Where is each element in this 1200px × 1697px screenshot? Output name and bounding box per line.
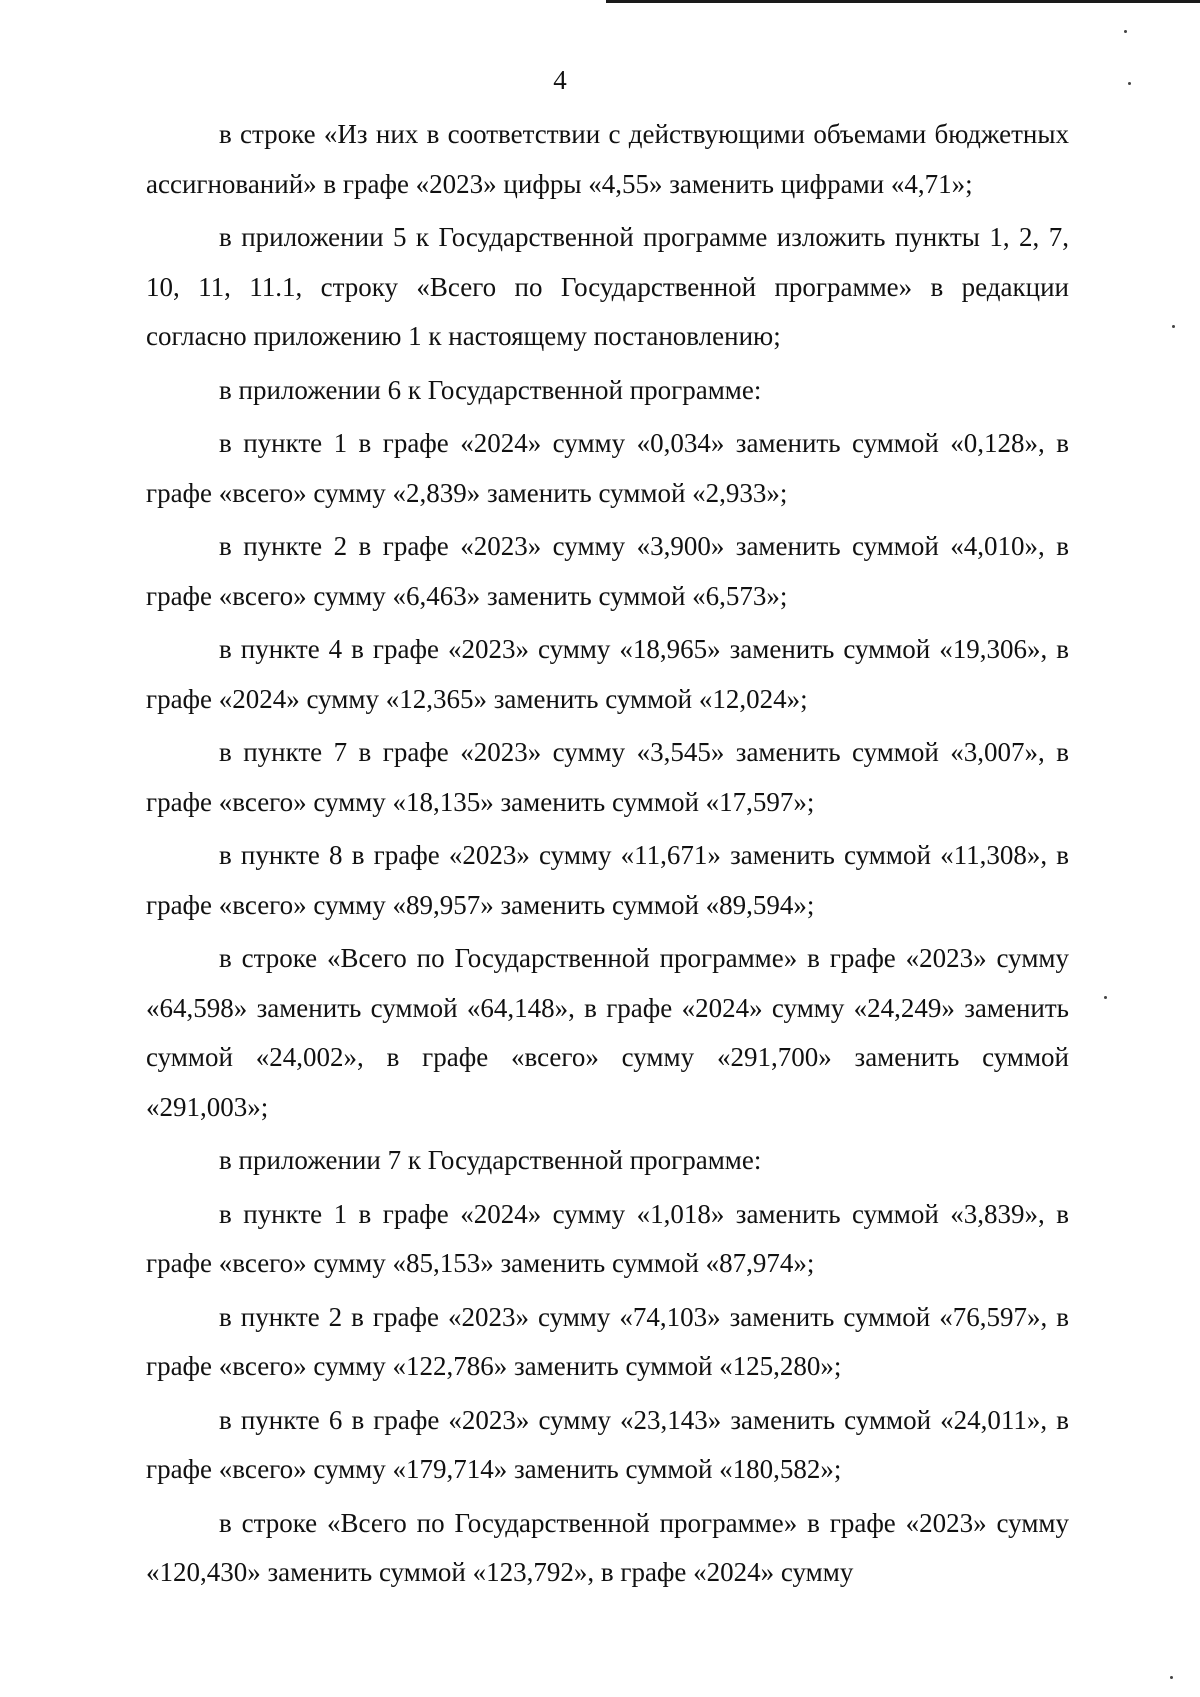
document-body bbox=[146, 110, 1069, 1602]
scan-speck bbox=[1172, 325, 1175, 328]
paragraph-2: в приложении 5 к Государственной программе изложить пункты 1, 2, 7, 10, 11, 11.1, строку «Всего по Государственной программе» в редакции согласно приложению 1 к настоящему постановлению; bbox=[146, 222, 1069, 351]
paragraph-1: в строке «Из них в соответствии с действующими объемами бюджетных ассигнований» в графе «2023» цифры «4,55» заменить цифрами «4,71»; bbox=[146, 119, 1069, 199]
paragraph-3: в приложении 6 к Государственной программе: bbox=[219, 374, 762, 405]
scan-speck bbox=[1124, 30, 1127, 33]
paragraph-14: в строке «Всего по Государственной программе» в графе «2023» сумму «120,430» заменить суммой «123,792», в графе «2024» сумму bbox=[146, 1507, 1069, 1587]
paragraph-13: в пункте 6 в графе «2023» сумму «23,143» заменить суммой «24,011», в графе «всего» сумму «179,714» заменить суммой «180,582»; bbox=[146, 1404, 1069, 1484]
paragraph-12: в пункте 2 в графе «2023» сумму «74,103» заменить суммой «76,597», в графе «всего» сумму «122,786» заменить суммой «125,280»; bbox=[146, 1301, 1069, 1381]
scan-speck bbox=[1170, 1676, 1173, 1679]
page-number: 4 bbox=[553, 65, 567, 95]
paragraph-7: в пункте 7 в графе «2023» сумму «3,545» заменить суммой «3,007», в графе «всего» сумму «18,135» заменить суммой «17,597»; bbox=[146, 737, 1069, 817]
paragraph-4: в пункте 1 в графе «2024» сумму «0,034» заменить суммой «0,128», в графе «всего» сумму «2,839» заменить суммой «2,933»; bbox=[146, 428, 1069, 508]
scan-speck bbox=[1128, 82, 1131, 85]
paragraph-9: в строке «Всего по Государственной программе» в графе «2023» сумму «64,598» заменить суммой «64,148», в графе «2024» сумму «24,249» заменить суммой «24,002», в графе «всего» сумму «291,700» заменить суммой «291,003»; bbox=[146, 943, 1069, 1122]
top-border-line bbox=[606, 0, 1200, 3]
paragraph-11: в пункте 1 в графе «2024» сумму «1,018» заменить суммой «3,839», в графе «всего» сумму «85,153» заменить суммой «87,974»; bbox=[146, 1198, 1069, 1278]
paragraph-10: в приложении 7 к Государственной программе: bbox=[219, 1145, 762, 1175]
paragraph-8: в пункте 8 в графе «2023» сумму «11,671» заменить суммой «11,308», в графе «всего» сумму «89,957» заменить суммой «89,594»; bbox=[146, 840, 1069, 920]
paragraph-5: в пункте 2 в графе «2023» сумму «3,900» заменить суммой «4,010», в графе «всего» сумму «6,463» заменить суммой «6,573»; bbox=[146, 531, 1069, 611]
paragraph-6: в пункте 4 в графе «2023» сумму «18,965» заменить суммой «19,306», в графе «2024» сумму «12,365» заменить суммой «12,024»; bbox=[146, 634, 1069, 714]
scan-speck bbox=[1104, 996, 1107, 999]
